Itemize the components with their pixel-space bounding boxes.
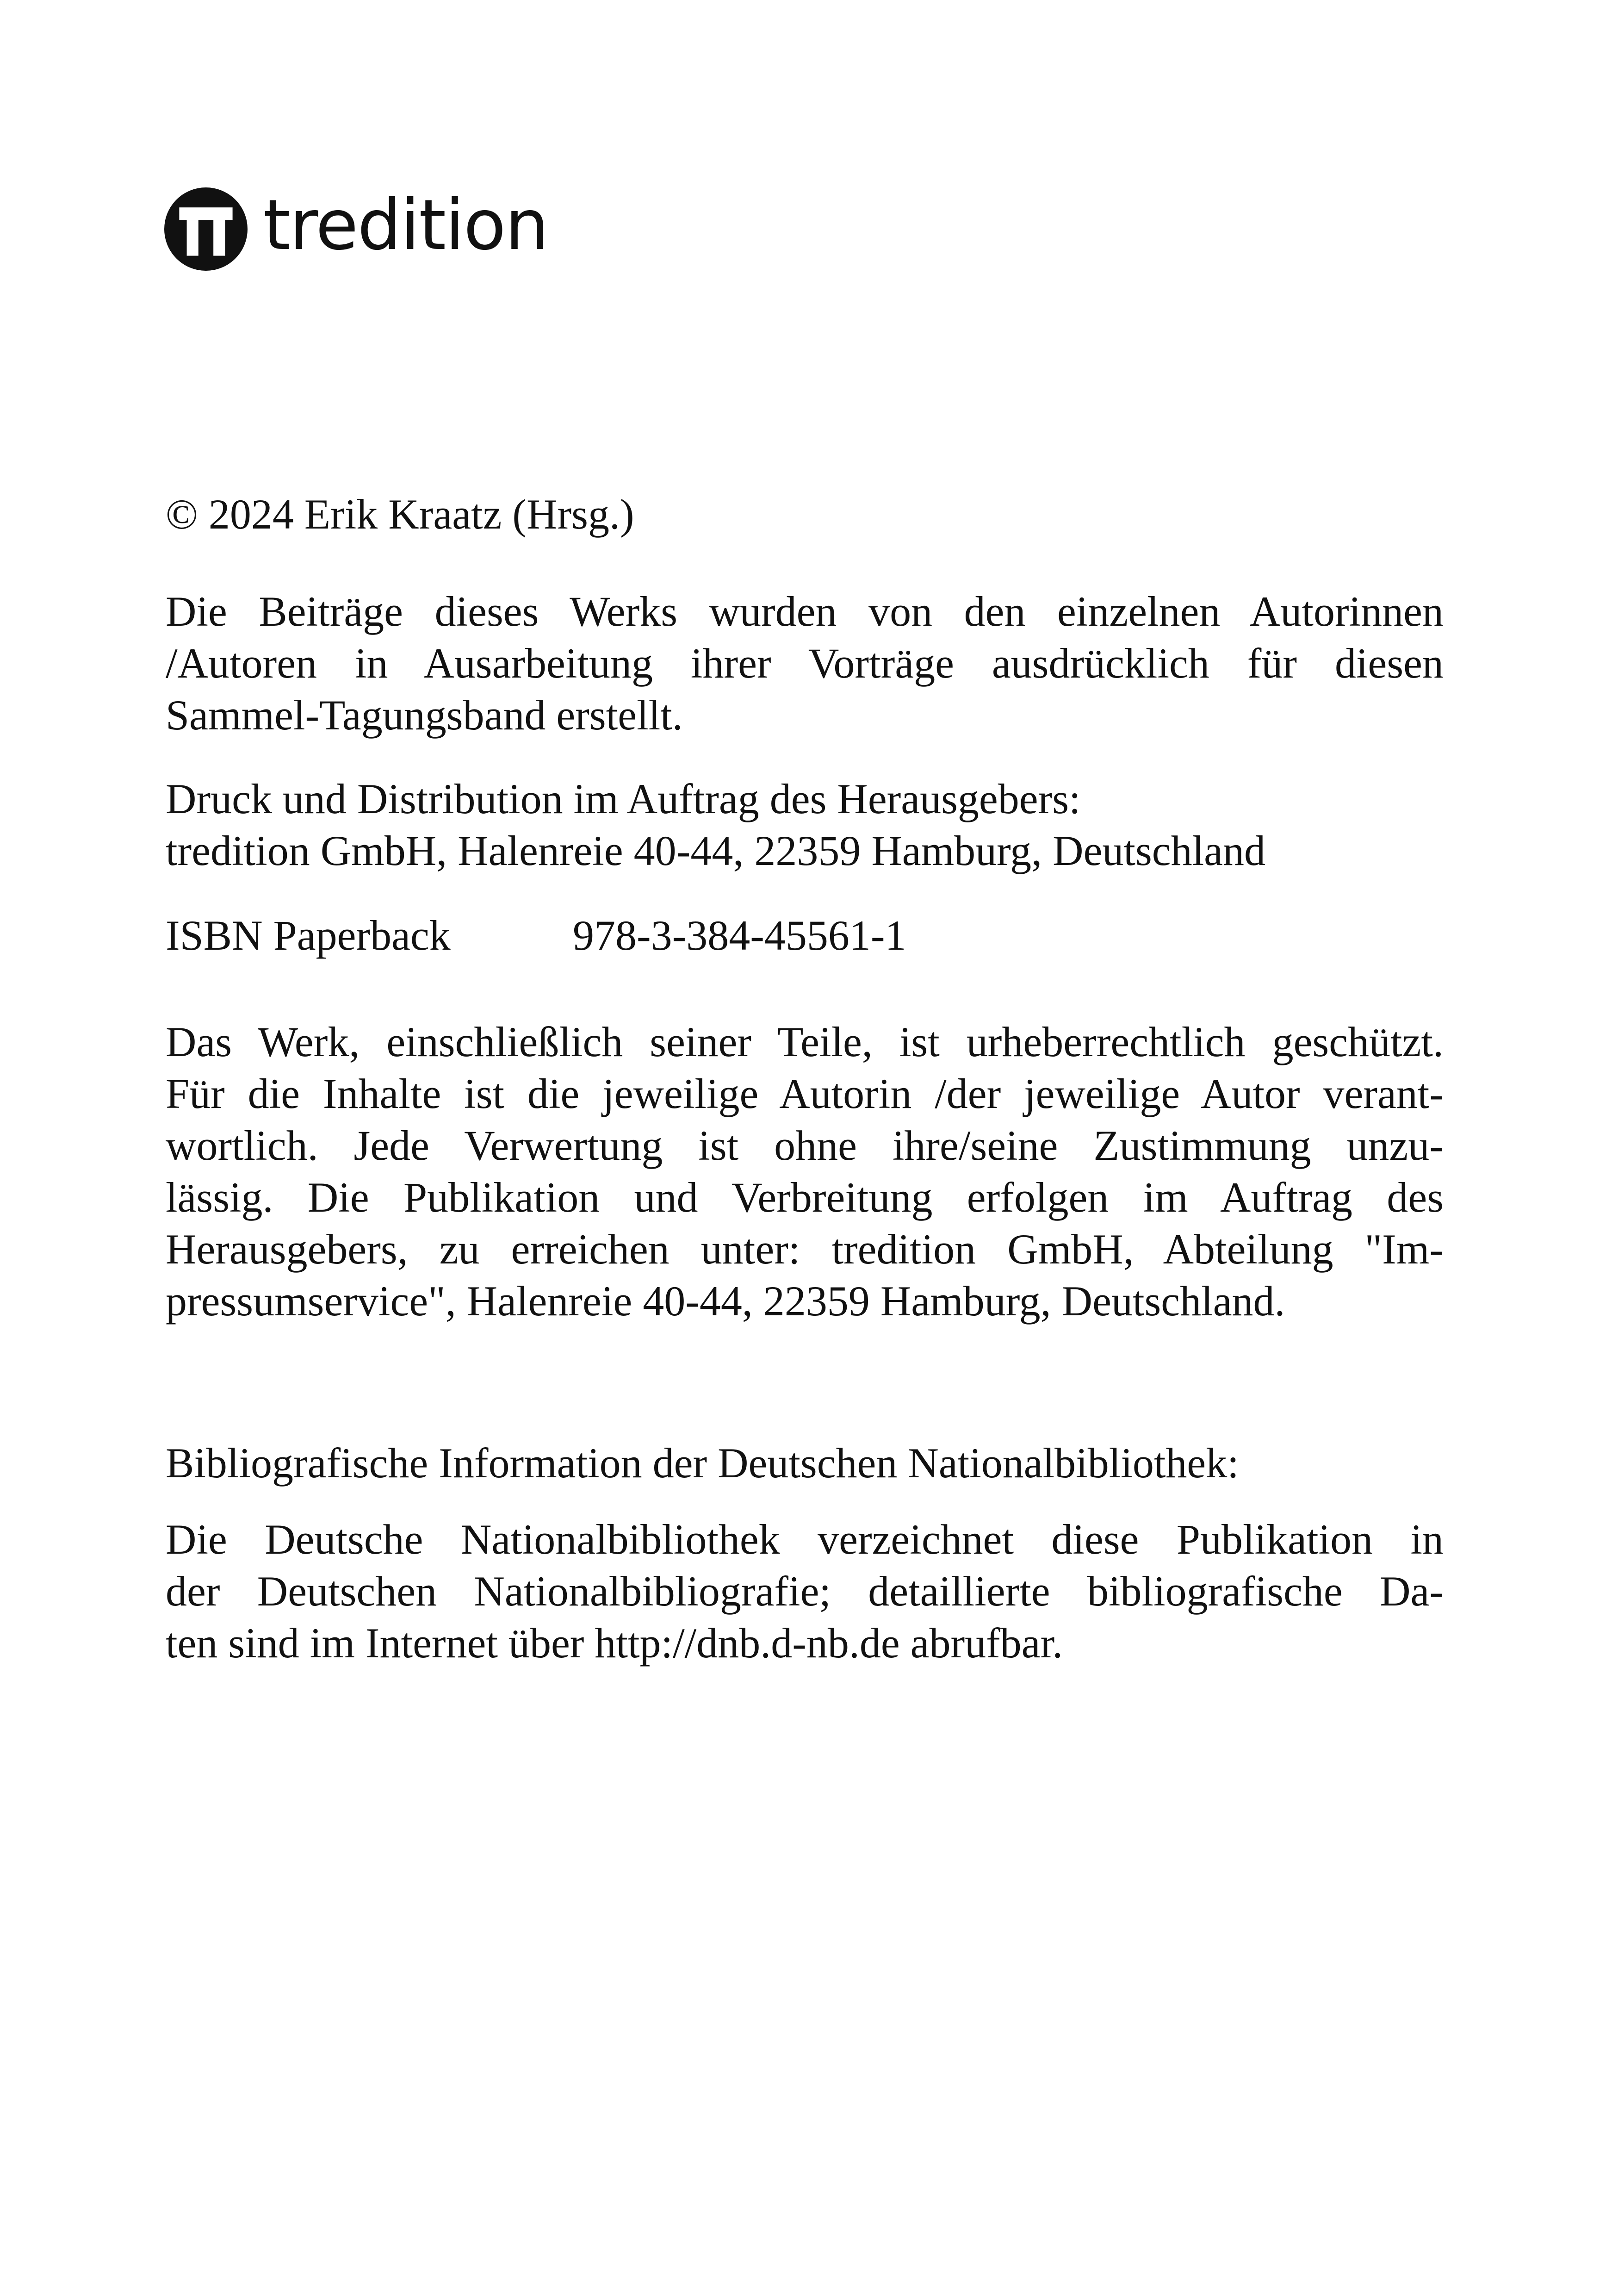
isbn-label: ISBN Paperback: [166, 912, 451, 959]
rights-line: pressumservice", Halenreie 40-44, 22359 Hamburg, Deutschland.: [166, 1277, 1285, 1325]
rights-line: Das Werk, einschließlich seiner Teile, ist urheberrechtlich geschützt.: [166, 1018, 1444, 1065]
contributions-line: Sammel-Tagungsband erstellt.: [166, 691, 683, 739]
bibliographic-paragraph: [166, 1513, 1444, 1669]
rights-line: wortlich. Jede Verwertung ist ohne ihre/seine Zustimmung unzu-: [166, 1122, 1444, 1169]
contributions-paragraph: [166, 585, 1444, 741]
bibliographic-line: Die Deutsche Nationalbibliothek verzeichnet diese Publikation in: [166, 1516, 1444, 1563]
contributions-line: Die Beiträge dieses Werks wurden von den einzelnen Autorinnen: [166, 588, 1444, 635]
rights-line: Herausgebers, zu erreichen unter: tredition GmbH, Abteilung "Im-: [166, 1226, 1444, 1273]
tredition-logo-icon: [164, 187, 248, 271]
print-paragraph: [166, 773, 1444, 877]
bibliographic-line: ten sind im Internet über http://dnb.d-nb.de abrufbar.: [166, 1619, 1063, 1667]
publisher-logo: [164, 187, 548, 271]
logo-wordmark: tredition: [263, 185, 548, 266]
contributions-line: /Autoren in Ausarbeitung ihrer Vorträge ausdrücklich für diesen: [166, 640, 1444, 687]
copyright-line: © 2024 Erik Kraatz (Hrsg.): [166, 491, 634, 538]
rights-line: Für die Inhalte ist die jeweilige Autorin /der jeweilige Autor verant-: [166, 1070, 1444, 1117]
print-line: tredition GmbH, Halenreie 40-44, 22359 Hamburg, Deutschland: [166, 827, 1265, 874]
bibliographic-line: der Deutschen Nationalbibliografie; detaillierte bibliografische Da-: [166, 1568, 1444, 1615]
rights-paragraph: [166, 1016, 1444, 1327]
isbn-row: [166, 909, 1444, 961]
bibliographic-heading: Bibliografische Information der Deutschen Nationalbibliothek:: [166, 1439, 1239, 1487]
rights-line: lässig. Die Publikation und Verbreitung erfolgen im Auftrag des: [166, 1174, 1444, 1221]
isbn-value: 978-3-384-45561-1: [573, 912, 906, 959]
print-line: Druck und Distribution im Auftrag des Herausgebers:: [166, 775, 1081, 822]
